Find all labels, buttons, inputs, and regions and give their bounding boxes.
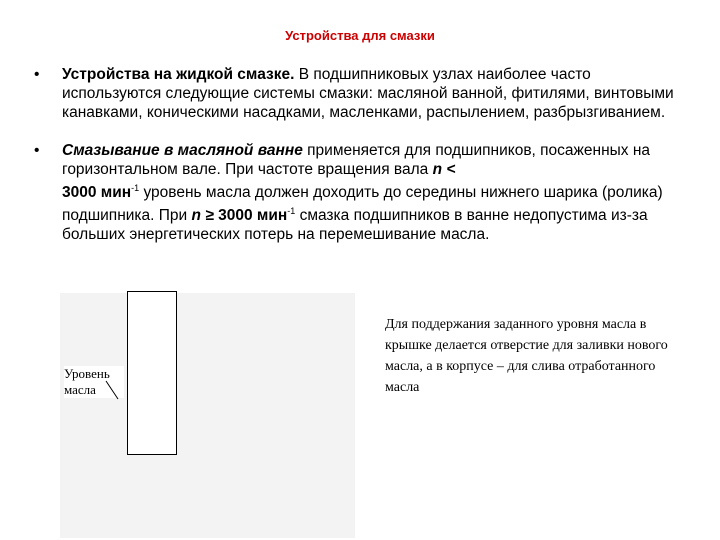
speed-condition-high: n ≥: [191, 207, 214, 225]
housing-drawing: [127, 291, 177, 455]
speed-value: 3000 мин: [62, 184, 132, 202]
bullet-text: уровень масла должен доходить до середины нижнего шарика (ролика) подшипника. При: [62, 184, 663, 225]
bullet-text: смазка подшипников в ванне недопустима из-за больших энергетических потерь на перемешивание масла.: [62, 207, 648, 244]
figure-note: Для поддержания заданного уровня масла в крышке делается отверстие для заливки нового масла, а в корпусе – для слива отработанного масла: [385, 317, 668, 395]
bullet-marker: •: [34, 66, 40, 83]
speed-condition-low: n <: [432, 161, 456, 178]
oil-bath-figure: [60, 293, 355, 538]
oil-level-leader-line: [104, 380, 122, 400]
speed-unit-exponent: -1: [131, 183, 140, 193]
bullet-oil-bath: [34, 141, 684, 244]
speed-value: 3000 мин: [213, 207, 288, 225]
oil-level-label: Уровень масла: [64, 366, 124, 398]
bullet-text: применяется для подшипников, посаженных на горизонтальном вале. При частоте вращения вала: [62, 142, 651, 178]
bullet-list: [34, 65, 684, 244]
slide-title: Устройства для смазки: [285, 28, 435, 43]
bullet-lead: Смазывание в масляной ванне: [62, 142, 303, 159]
bullet-text: В подшипниковых узлах наиболее часто используются следующие системы смазки: масляной ванной, фитилями, винтовыми канавками, коническими насадками, масленками, распылением, разбрызгиванием.: [62, 66, 674, 121]
bullet-liquid-lubrication: [34, 65, 684, 122]
bullet-marker: •: [34, 142, 40, 159]
bullet-lead: Устройства на жидкой смазке.: [62, 66, 295, 83]
speed-unit-exponent: -1: [287, 206, 296, 217]
